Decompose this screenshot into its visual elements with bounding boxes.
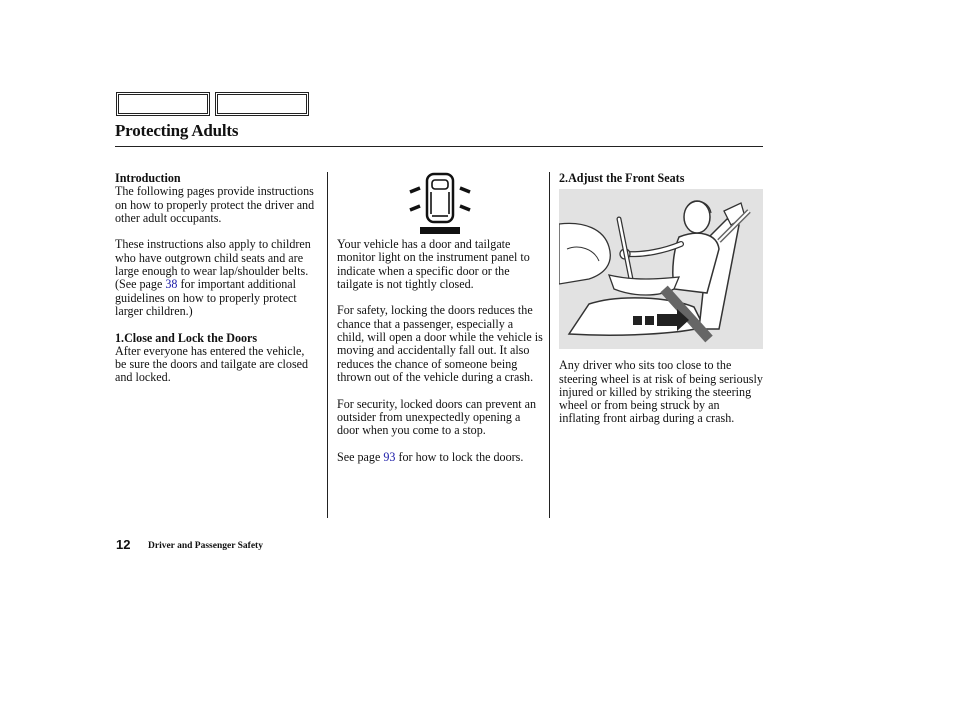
- children-paragraph: [115, 238, 317, 318]
- title-divider: [115, 146, 763, 147]
- children-text-a: These instructions also apply to children who have outgrown child seats and are large enough to wear lap/shoulder belts. (See page: [115, 237, 311, 292]
- step1-heading: 1.Close and Lock the Doors: [115, 330, 258, 345]
- page-title: Protecting Adults: [115, 121, 239, 140]
- door-tailgate-monitor-icon: [408, 172, 472, 238]
- step1-text: After everyone has entered the vehicle, be sure the doors and tailgate are closed and locked.: [115, 343, 309, 385]
- column-2: [337, 172, 543, 477]
- column-divider-1: [327, 172, 328, 518]
- monitor-paragraph: Your vehicle has a door and tailgate monitor light on the instrument panel to indicate when a specific door or the tailgate is not tightly closed.: [337, 237, 530, 291]
- section-footer: Driver and Passenger Safety: [148, 541, 263, 551]
- page-38-link[interactable]: 38: [165, 277, 178, 292]
- column-divider-2: [549, 172, 550, 518]
- security-paragraph: For security, locked doors can prevent an outsider from unexpectedly opening a door when you come to a stop.: [337, 396, 537, 438]
- driver-warning-paragraph: Any driver who sits too close to the steering wheel is at risk of being seriously injured or killed by striking the steering wheel or from being struck by an inflating front airbag during a crash.: [559, 358, 763, 426]
- see-page-paragraph: [337, 451, 543, 464]
- step2-heading: 2.Adjust the Front Seats: [559, 171, 685, 185]
- column-1: [115, 172, 317, 398]
- intro-heading: Introduction: [115, 171, 181, 185]
- page-number: 12: [116, 537, 131, 552]
- see-page-text-a: See page: [337, 449, 384, 464]
- children-text-b: for important additional guidelines on how to properly protect larger children.): [115, 277, 297, 318]
- column-3: [559, 172, 763, 439]
- safety-paragraph: For safety, locking the doors reduces the chance that a passenger, especially a child, will open a door while the vehicle is moving and accidentally fall out. It also reduces the chance of someone being thrown out of the vehicle during a crash.: [337, 303, 543, 384]
- nav-button-1[interactable]: [116, 92, 210, 116]
- driver-seat-adjust-illustration: [559, 189, 763, 349]
- nav-button-2[interactable]: [215, 92, 309, 116]
- see-page-text-b: for how to lock the doors.: [395, 449, 524, 464]
- page-93-link[interactable]: 93: [383, 449, 396, 464]
- intro-text: The following pages provide instructions on how to properly protect the driver and other adult occupants.: [115, 184, 315, 225]
